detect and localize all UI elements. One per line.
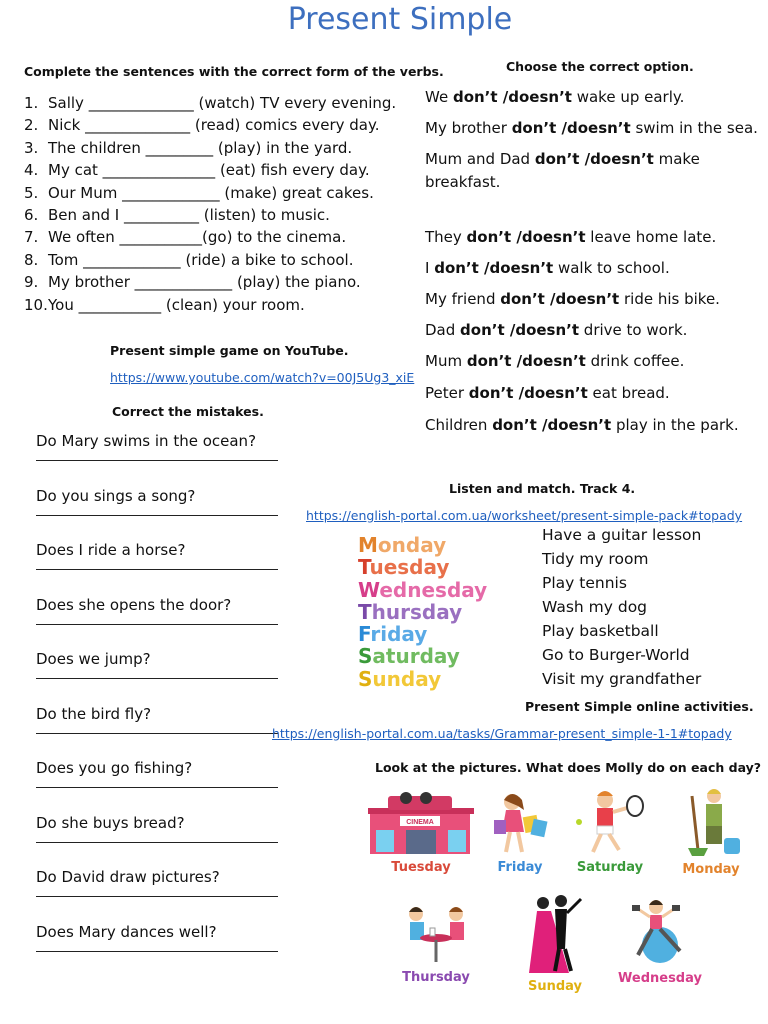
day-initial: S [358,644,373,669]
choose-heading: Choose the correct option. [506,59,694,74]
tennis-player-icon [575,788,645,856]
item-text: You ___________ (clean) your room. [48,295,305,314]
picture-label: Sunday [527,979,583,994]
item-number: 7. [24,228,39,247]
mistake-sentence: Does you go fishing? [36,759,193,777]
day-word [358,579,487,601]
activity-item: Visit my grandfather [542,670,702,688]
choose-item [425,257,758,280]
choose-option: don’t /doesn’t [468,384,588,402]
svg-text:CINEMA: CINEMA [406,819,434,826]
picture-label: Wednesday [618,971,702,986]
day-word [358,601,487,623]
answer-line[interactable] [36,779,278,788]
choose-subject: Peter [425,384,469,402]
choose-subject: Children [425,416,493,434]
answer-line[interactable] [36,507,278,516]
picture-label: Thursday [402,970,470,985]
item-text: My cat _______________ (eat) fish every day. [48,161,370,180]
online-link[interactable]: https://english-portal.com.ua/tasks/Grammar-present_simple-1-1#topady [272,726,732,741]
activity-item: Tidy my room [542,550,649,568]
day-word [358,623,487,645]
day-word [358,556,487,578]
answer-line[interactable] [36,725,278,734]
mistakes-list [36,430,278,975]
choose-rest: leave home late. [585,228,717,246]
mistakes-heading: Correct the mistakes. [112,404,264,419]
day-initial: S [358,666,373,691]
mistake-sentence: Do you sings a song? [36,486,196,505]
youtube-link[interactable]: https://www.youtube.com/watch?v=00J5Ug3_xiE [110,370,415,385]
answer-line[interactable] [36,452,278,461]
mistake-sentence: Do David draw pictures? [36,868,220,886]
item-number: 5. [24,183,39,202]
picture-label: Monday [682,862,740,877]
choose-subject: They [425,228,467,246]
day-initial: T [358,555,370,580]
mistake-item [36,430,278,485]
mistake-sentence: Does she opens the door? [36,595,232,614]
choose-rest: play in the park. [611,416,739,434]
choose-item [425,148,705,194]
shopping-girl-icon [488,790,552,856]
day-word [358,534,487,556]
complete-item [24,114,396,136]
answer-line[interactable] [36,561,278,570]
choose-option: don’t /doesn’t [466,228,586,246]
day-initial: F [358,622,371,647]
mistake-item [36,539,278,594]
choose-subject: My friend [425,290,501,308]
item-number: 9. [24,273,39,292]
item-number: 4. [24,161,39,180]
answer-line[interactable] [36,670,278,679]
choose-item [425,319,758,342]
activity-item: Have a guitar lesson [542,526,702,544]
complete-item [24,249,396,271]
activities-list [542,523,701,691]
day-rest: uesday [369,555,450,580]
day-rest: riday [370,622,428,647]
cleaning-icon [678,786,744,858]
choose-rest: eat bread. [587,384,670,402]
choose-item [425,86,758,109]
mistake-sentence: Do Mary swims in the ocean? [36,432,257,450]
cinema-icon [368,790,474,856]
fitness-ball-icon [618,895,698,967]
picture-shopping [488,790,552,875]
picture-label: Saturday [576,860,644,875]
picture-dancing [515,893,595,994]
choose-subject: My brother [425,119,512,137]
choose-item [425,288,758,311]
choose-subject: I [425,259,435,277]
complete-item [24,159,396,181]
choose-subject: Mum [425,352,467,370]
complete-item [24,137,396,159]
picture-cafe [400,902,472,985]
choose-option: don’t /doesn’t [492,416,612,434]
mistake-item [36,921,278,976]
choose-rest: ride his bike. [619,290,720,308]
choose-item [425,382,758,405]
mistake-item [36,703,278,758]
answer-line[interactable] [36,888,278,897]
day-rest: ednesday [379,577,488,602]
day-rest: onday [377,533,447,557]
mistake-sentence: Does I ride a horse? [36,541,186,559]
item-number: 2. [24,116,39,135]
choose-subject: Dad [425,321,461,339]
mistake-item [36,648,278,703]
item-text: Sally ______________ (watch) TV every evening. [48,94,397,112]
answer-line[interactable] [36,943,278,952]
choose-option: don’t /doesn’t [434,259,554,277]
item-number: 3. [24,138,39,157]
item-number: 8. [24,250,39,269]
complete-list [24,92,396,316]
choose-option: don’t /doesn’t [466,352,586,370]
complete-item [24,204,396,226]
mistake-item [36,594,278,649]
day-rest: aturday [372,644,460,669]
picture-cleaning [678,786,744,877]
listen-link[interactable]: https://english-portal.com.ua/worksheet/present-simple-pack#topady [306,508,743,523]
mistake-item [36,866,278,921]
choose-option: don’t /doesn’t [500,290,620,308]
choose-subject: Mum and Dad [425,150,535,168]
choose-rest: drink coffee. [585,352,685,370]
mistake-sentence: Does Mary dances well? [36,922,217,941]
choose-option: don’t /doesn’t [452,88,572,106]
listen-heading: Listen and match. Track 4. [449,481,636,496]
mistake-sentence: Does we jump? [36,650,151,668]
picture-label: Tuesday [391,860,451,875]
choose-rest: wake up early. [571,88,685,106]
choose-option: don’t /doesn’t [460,321,580,339]
choose-item [425,117,758,140]
day-initial: M [358,533,378,557]
choose-item [425,350,758,373]
item-text: My brother _____________ (play) the piano. [48,273,361,292]
activity-item: Play tennis [542,574,627,592]
game-heading: Present simple game on YouTube. [110,343,349,358]
complete-item [24,92,396,114]
picture-fitness [618,895,702,986]
mistake-sentence: Do she buys bread? [36,813,185,832]
item-text: Ben and I __________ (listen) to music. [48,205,330,224]
answer-line[interactable] [36,834,278,843]
day-initial: W [358,577,380,602]
item-number: 10. [24,295,48,314]
picture-tennis [575,788,645,875]
choose-item [425,414,758,437]
item-text: Our Mum _____________ (make) great cakes. [48,183,374,202]
complete-item [24,182,396,204]
picture-cinema [368,790,474,875]
mistake-item [36,812,278,867]
cafe-friends-icon [400,902,472,966]
choose-option: don’t /doesn’t [511,119,631,137]
day-initial: T [358,599,372,624]
online-heading: Present Simple online activities. [525,699,754,714]
dancing-couple-icon [515,893,595,975]
choose-option: don’t /doesn’t [534,150,654,168]
activity-item: Play basketball [542,622,659,640]
day-word [358,668,487,690]
day-rest: hursday [371,599,463,624]
complete-item [24,271,396,293]
page-title: Present Simple [287,2,513,37]
activity-item: Wash my dog [542,598,648,616]
picture-label: Friday [497,860,543,875]
choose-item [425,226,758,249]
mistake-sentence: Do the bird fly? [36,704,152,723]
pictures-heading: Look at the pictures. What does Molly do on each day? [375,760,762,775]
item-text: We often ___________(go) to the cinema. [48,228,347,247]
item-text: Nick ______________ (read) comics every day. [48,116,380,135]
mistake-item [36,757,278,812]
day-word [358,645,487,667]
choose-subject: We [425,88,453,106]
item-number: 1. [24,94,39,112]
answer-line[interactable] [36,616,278,625]
choose-list [425,86,758,437]
item-text: The children _________ (play) in the yard. [48,138,353,157]
activity-item: Go to Burger-World [542,646,690,664]
mistake-item [36,485,278,540]
complete-heading: Complete the sentences with the correct form of the verbs. [24,64,444,79]
choose-rest: swim in the sea. [630,119,758,137]
choose-rest: drive to work. [579,321,688,339]
day-rest: unday [372,666,442,691]
choose-rest: make breakfast. [425,150,700,191]
item-text: Tom _____________ (ride) a bike to school. [48,250,354,269]
item-number: 6. [24,205,39,224]
complete-item [24,226,396,248]
days-list [358,534,487,690]
complete-item [24,294,396,316]
choose-rest: walk to school. [553,259,670,277]
